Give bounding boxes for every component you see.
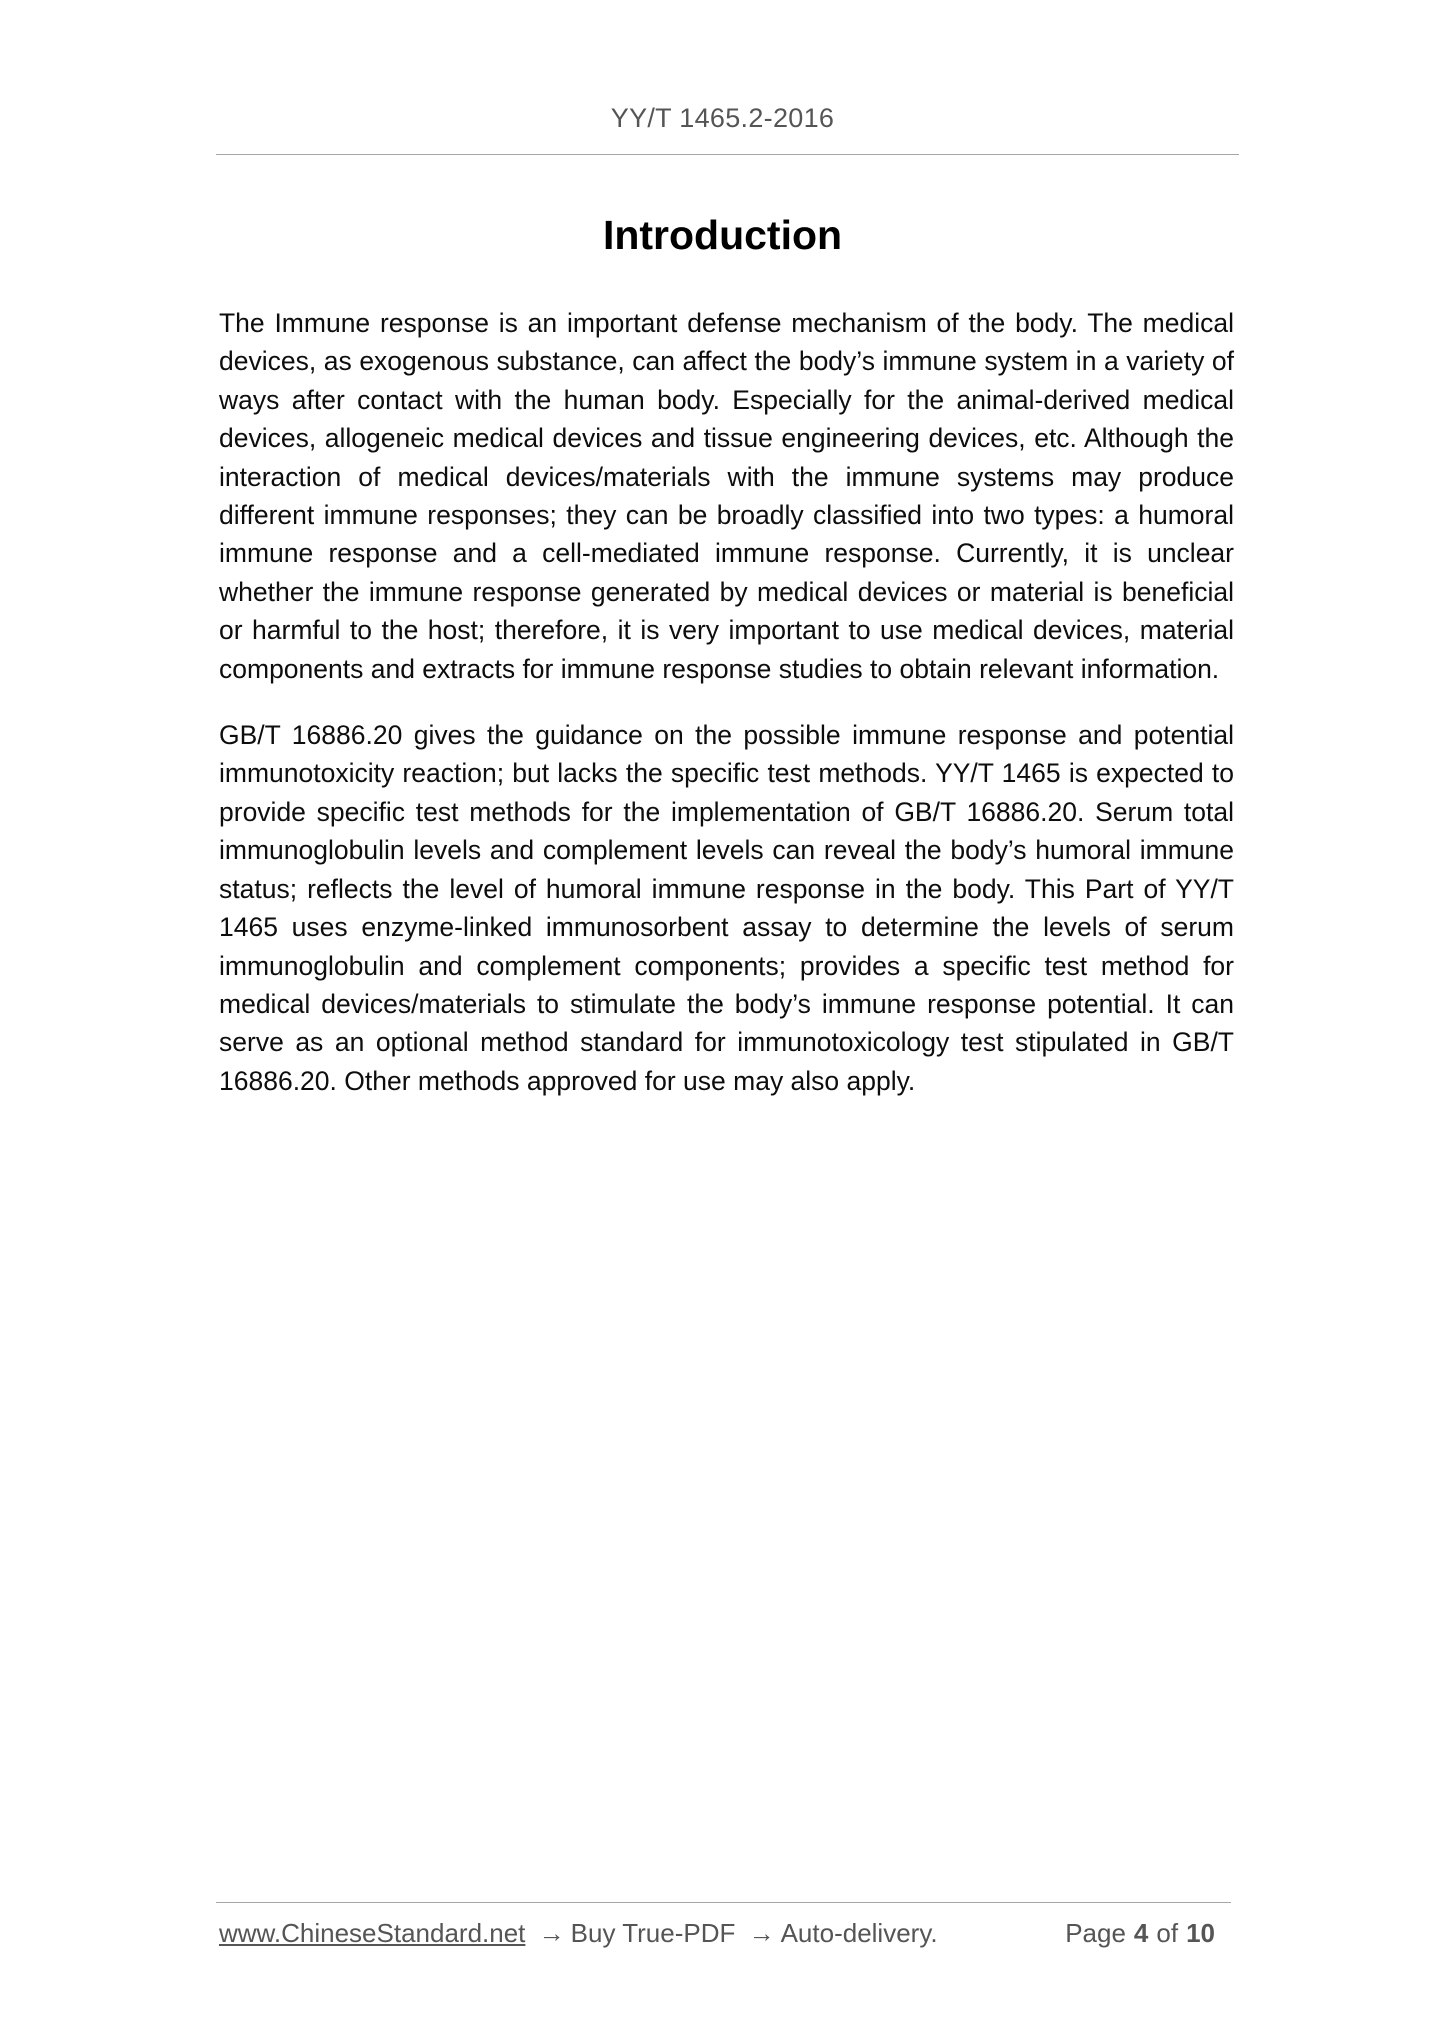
footer-step-delivery: Auto-delivery.	[780, 1918, 938, 1948]
body-text	[219, 304, 1234, 1128]
website-link[interactable]: www.ChineseStandard.net	[219, 1918, 526, 1948]
page-number	[1065, 1918, 1223, 1949]
arrow-right-icon: →	[538, 1918, 565, 1948]
arrow-right-icon: →	[748, 1918, 775, 1948]
page-current: 4	[1133, 1918, 1149, 1948]
page-total: 10	[1186, 1918, 1215, 1948]
page-label: Page	[1065, 1918, 1126, 1948]
paragraph-1: The Immune response is an important defense mechanism of the body. The medical devices, as exogenous substance, can affect the body’s immune system in a variety of ways after contact with the human body. Especially for the animal-derived medical devices, allogeneic medical devices and tissue engineering devices, etc. Although the interaction of medical devices/materials with the immune systems may produce different immune responses; they can be broadly classified into two types: a humoral immune response and a cell-mediated immune response. Currently, it is unclear whether the immune response generated by medical devices or material is beneficial or harmful to the host; therefore, it is very important to use medical devices, material components and extracts for immune response studies to obtain relevant information.	[219, 308, 1234, 684]
footer-step-buy: Buy True-PDF	[570, 1918, 736, 1948]
page-of-label: of	[1156, 1918, 1179, 1948]
header-divider	[216, 154, 1239, 155]
footer-divider	[216, 1902, 1231, 1903]
page-title: Introduction	[602, 212, 843, 258]
paragraph-2: GB/T 16886.20 gives the guidance on the possible immune response and potential immunotoxicity reaction; but lacks the specific test methods. YY/T 1465 is expected to provide specific test methods for the implementation of GB/T 16886.20. Serum total immunoglobulin levels and complement levels can reveal the body’s humoral immune status; reflects the level of humoral immune response in the body. This Part of YY/T 1465 uses enzyme-linked immunosorbent assay to determine the levels of serum immunoglobulin and complement components; provides a specific test method for medical devices/materials to stimulate the body’s immune response potential. It can serve as an optional method standard for immunotoxicology test stipulated in GB/T 16886.20. Other methods approved for use may also apply.	[219, 720, 1234, 1096]
header-doc-code: YY/T 1465.2-2016	[610, 103, 835, 133]
footer-promo	[219, 1918, 938, 1949]
